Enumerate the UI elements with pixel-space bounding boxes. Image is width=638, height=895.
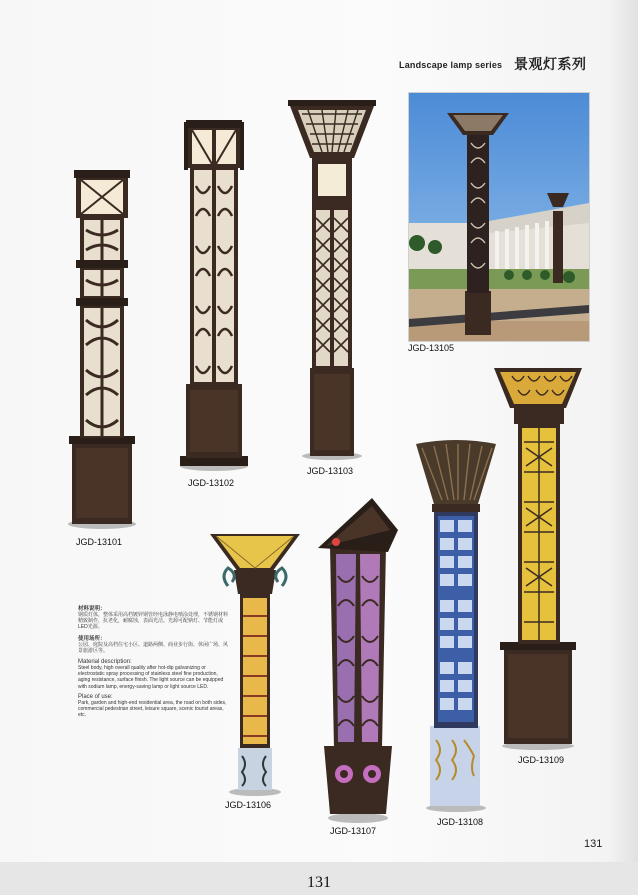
product-code: JGD-13107 (330, 826, 377, 836)
lamp-image-13108 (412, 440, 500, 812)
usage-heading-cn: 使用场所： (78, 635, 106, 642)
product-code: JGD-13106 (225, 800, 272, 810)
material-heading-cn: 材料说明： (78, 606, 106, 612)
product-code: JGD-13108 (437, 817, 484, 827)
lamp-image-13103 (288, 98, 376, 462)
page-number-outer: 131 (307, 874, 331, 891)
material-description (78, 601, 228, 718)
product-code: JGD-13101 (76, 537, 123, 547)
page-number-inner: 131 (584, 838, 603, 850)
lamp-image-13102 (178, 116, 250, 472)
material-heading-en: Material description: (78, 659, 132, 666)
lamp-photo-13105 (408, 92, 590, 342)
usage-text-cn: 公园、庭院及高档住宅小区、道路两侧、商业步行街、休闲广场、风景旅游区等。 (78, 641, 229, 654)
material-text-cn: 钢质灯体，整体采用高档镀锌钢管经电泳静电喷涂处理，不锈钢材料精致制作，抗老化，耐腐蚀，表面光洁。光源可配钠灯、节能灯或LED光源。 (78, 612, 229, 631)
series-title-en: Landscape lamp series (399, 60, 503, 70)
usage-heading-en: Place of use: (78, 693, 113, 700)
product-code: JGD-13103 (307, 466, 354, 476)
material-text-en: Steel body, high overall quality after hot-dip galvanizing or electrostatic spray processing of stainless steel fine production, aging resistance, surface finish. The light source can be equipped with sodium lamp, energy-saving lamp or light source LED. (78, 665, 224, 690)
product-code: JGD-13105 (408, 343, 455, 353)
lamp-image-13101 (66, 170, 138, 532)
usage-text-en: Park, garden and high-end residential area, the road on both sides, commercial pedestrian street, leisure square, scenic tourist areas, etc. (78, 699, 227, 719)
product-code: JGD-13109 (518, 755, 565, 765)
lamp-image-13109 (492, 362, 584, 752)
lamp-image-13107 (316, 496, 400, 824)
product-code: JGD-13102 (188, 478, 235, 488)
series-title-cn: 景观灯系列 (514, 56, 587, 72)
